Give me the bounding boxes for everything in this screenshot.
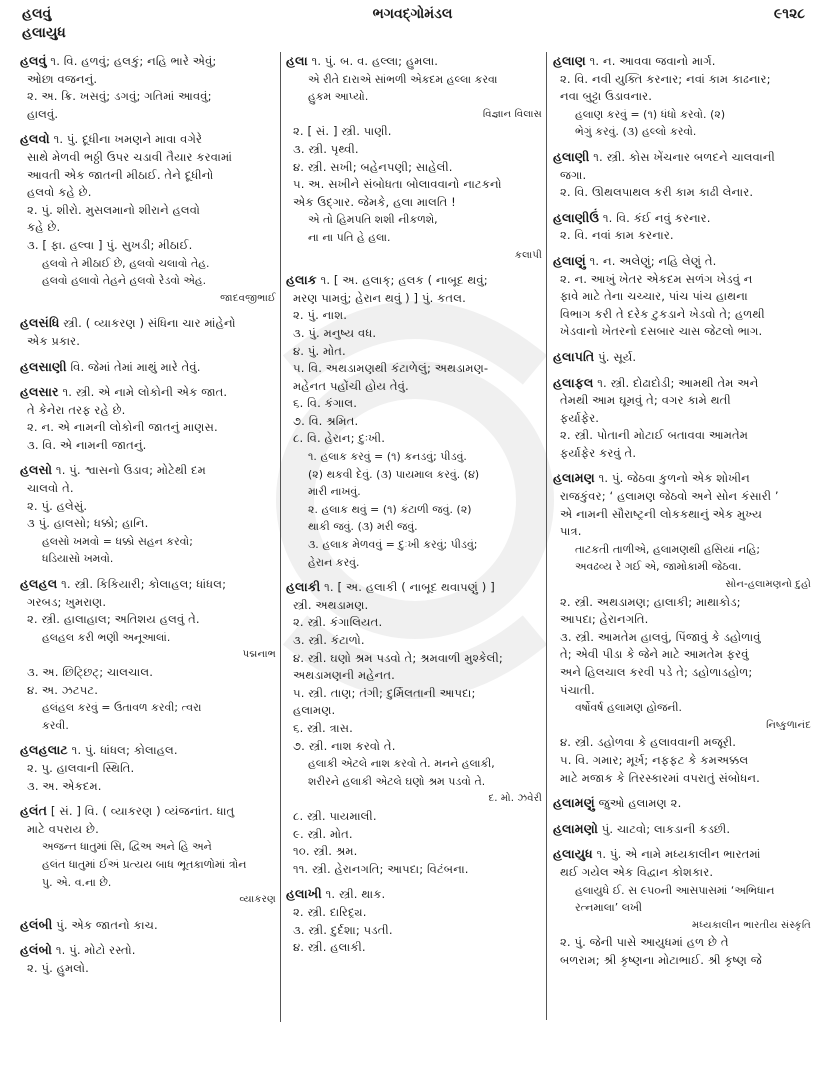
definition-text: સ્ત્રી. ( વ્યાકરણ ) સંધિના ચાર માંહેનો [63,316,236,331]
dictionary-entry [553,794,811,813]
dictionary-entry [20,802,276,909]
entry-sense: ૨. [ સં. ] સ્ત્રી. પાણી. [293,124,392,139]
entry-sense: ૨. પું. હલેસું. [27,498,88,513]
entry-first-line [286,52,542,71]
headword: હલસંધિ [20,315,60,331]
headword: હલાણ [553,53,586,68]
headword: હલાફલ [553,374,594,390]
entry-sense: ૨. વિ. નવાં કામ કરનાર. [560,228,674,243]
entry-sense: ૪. સ્ત્રી. સખી; બહેનપણી; સાહેલી. [293,159,453,174]
entry-sense: ૩. સ્ત્રી. પૃથ્વી. [293,141,359,156]
page-number: ૯૧૨૮ [773,6,805,22]
citation-source: દ. મો. ઝવેરી [488,793,542,805]
headword: હલવું [20,53,47,68]
definition-text: ૧. પું. મોટો રસ્તો. [55,943,136,958]
dictionary-entry [553,52,811,141]
entry-sense: ૯. સ્ત્રી. મોત. [293,826,353,841]
entry-sense: ફર્યાફેર. [560,410,600,425]
dictionary-entry [20,941,276,977]
entry-sense: ૩. વિ. એ નામની જાતનું. [27,437,147,452]
dictionary-title: ભગવદ્ગોમંડલ [372,6,453,22]
dictionary-entry [286,52,542,264]
example-quote: વર્ષોવર્ષ હલામણ હોજની. [575,701,683,715]
column-2 [286,52,542,964]
entry-first-line [553,348,811,367]
entry-sense: જગા. [560,167,587,182]
entry-sense: પાત્ર. [560,524,582,539]
entry-first-line [553,374,811,393]
entry-sense: મરણ પામવું; હેરાન થવું ) ] પું. કતલ. [293,290,466,305]
entry-first-line [20,383,276,402]
entry-sense: ૨. પું. શીરો. મુસલમાનો શીરાને હલવો [27,202,201,217]
entry-first-line [553,820,811,839]
example-quote: હલંત ધાતુમાં ઈઅં પ્રત્યય બાધ ભૂતકાળોમાં ત્રોન [42,857,247,871]
entry-sense: ચાલવો તે. [27,481,74,496]
entry-sense: હલામણ. [293,703,336,718]
dictionary-entry [553,820,811,839]
entry-sense: ૩. સ્ત્રી. કંટાળો. [293,633,365,647]
entry-sense: હલવો કહે છે. [27,185,92,200]
entry-sense: ૫. વિ. ગમાર; મૂર્ખ; નફફટ કે કમઅક્કલ [560,752,749,767]
definition-text: ૧. સ્ત્રી. થાક. [325,887,386,902]
definition-text: ૧. સ્ત્રી. કિકિયારી; કોલાહલ; ધાંધલ; [61,577,227,592]
entry-first-line [20,314,276,333]
entry-first-line [20,802,276,821]
headword: હલંબો [20,942,53,958]
entry-sense: ૧૧. સ્ત્રી. હેરાનગતિ; આપદા; વિટંબના. [293,861,469,876]
definition-text: પું. ચાટવો; લાકડાની કડછી. [601,821,731,836]
headword: હલહલ [20,576,58,592]
definition-text: પું. સૂર્ય. [598,349,637,364]
entry-sense: ૭. સ્ત્રી. નાશ કરવો તે. [293,738,396,753]
entry-sense: એક ઉદ્ગાર. જેમકે, હલા માલતિ ! [293,194,456,209]
entry-sense: ૮. સ્ત્રી. પાયમાલી. [293,808,377,823]
example-quote: હલવો તે મીઠાઈ છે, હલવો ચલાવો તેહ. [42,256,210,270]
entry-first-line [553,209,811,228]
entry-sense: માટે વપરાય છે. [27,821,99,836]
dictionary-entry [20,383,276,454]
definition-text: જુઓ હલામણ ૨. [598,796,682,811]
example-quote: હલાયુધે ઈ. સ ૯૫૦ની આસપાસમાં ‘અભિધાન [575,883,775,897]
entry-sense: ઓછા વજનનું. [27,71,98,86]
headword: હલાક [286,272,317,288]
guide-word-last: હલાયુધ [22,25,66,41]
example-quote: રત્નમાલા’ લખી [575,901,643,915]
example-quote: ધડિયાસો ખમવો. [42,552,114,566]
entry-sense: ૬. વિ. કંગાલ. [293,396,358,411]
entry-sense: નવા બુટ્ટા ઉડાવનાર. [560,89,653,104]
example-quote: પુ. એ. વ.ના છે. [42,875,112,889]
definition-text: ૧. પું. બ. વ. હલ્લા; હુમલા. [311,54,439,68]
definition-text: ૧. પું. ધાંધલ; કોલાહલ. [71,743,178,758]
entry-sense: સ્ત્રી. અથડામણ. [293,597,369,612]
dictionary-entry [20,916,276,935]
entry-first-line [553,794,811,813]
entry-sense: ૮. વિ. હેરાન; દુઃખી. [293,431,386,446]
entry-sense: થઈ ગયેલ એક વિદ્વાન કોશકાર. [560,864,714,879]
entry-sense: તે; એવી પીડા કે જેને માટે આમતેમ ફરવું [560,647,749,662]
dictionary-entry [553,469,811,787]
dictionary-entry [553,845,811,969]
entry-sense: ૩. સ્ત્રી. આમતેમ હાલવું, પિંજાવું કે ડહોળાવું [560,629,761,644]
example-quote: અવઢવ્ય રે ગઈ એ, જામોકામી જેઠવા. [575,560,742,574]
guide-word-first: હલવું [22,6,52,22]
entry-first-line [20,358,276,377]
headword: હલાણીઉં [553,209,600,225]
citation-source: કલાપી [514,249,542,261]
definition-text: પું. એક જાતનો કાચ. [56,917,158,932]
citation-source: જાદવજીભાઈ [220,292,276,304]
entry-sense: ૨. સ્ત્રી. પોતાની મોટાઈ બતાવવા આમતેમ [560,428,749,443]
entry-sense: ફર્યાફેર કરવું તે. [560,445,637,460]
entry-first-line [20,575,276,594]
entry-sense: ૨. પુ. હાલવાની સ્થિતિ. [27,760,135,775]
entry-sense: ૫. વિ. અથડામણથી કંટાળેલું; અથડામણ- [293,361,489,376]
entry-first-line [286,578,542,597]
dictionary-entry [286,578,542,878]
dictionary-entry [20,130,276,307]
page-header [0,0,825,50]
headword: હલસાણી [20,358,67,374]
dictionary-entry [553,374,811,463]
entry-sense: ૨. સ્ત્રી. અથડામણ; હાલાકી; માથાકોડ; [560,594,741,609]
definition-text: ૧. વિ. હળવું; હલકું; નહિ ભારે એવું; [50,54,217,68]
definition-text: ૧. પું. એ નામે મધ્યકાલીન ભારતમાં [596,847,761,862]
entry-sense: ૩. [ ફા. હલ્વા ] પું. સુખડી; મીઠાઈ. [27,237,193,252]
entry-sense: ૧૦. સ્ત્રી. શ્રમ. [293,844,358,859]
entry-sense: પંચાતી. [560,682,595,697]
example-quote: હેરાન કરવું. [308,555,360,569]
entry-first-line [20,52,276,71]
entry-first-line [20,461,276,480]
entry-sense: ૩. સ્ત્રી. દુર્દશા; પડતી. [293,922,393,937]
headword: હલાખી [286,886,322,902]
entry-sense: આવતી એક જાતની મીઠાઈ. તેને દૂધીનો [27,167,214,182]
entry-sense: ૨. પું. હુમલો. [27,960,89,975]
entry-sense: ગરબડ; ખુમરાણ. [27,594,107,609]
example-quote: હલસો ખમવો = ધક્કો સહન કરવો; [42,534,193,548]
entry-sense: કહે છે. [27,220,61,235]
entry-sense: ૩ પું. હાલસો; ધક્કો; હાનિ. [27,516,149,531]
entry-first-line [20,941,276,960]
example-quote: ભેગું કરવું. (૩) હલ્લો કરવો. [575,125,697,139]
entry-sense: ૨. સ્ત્રી. હાલાહાલ; અતિશય હલવું તે. [27,612,200,627]
headword: હલામણો [553,820,598,836]
dictionary-entry [286,271,542,571]
entry-sense: હાલવું. [27,106,59,121]
example-quote: તાટકતી તાળીએ, હલામણથી હસિયાં નહિ; [575,542,761,556]
definition-text: ૧. પું. શ્વાસનો ઉડાવ; મોટેથી દમ [55,463,206,478]
entry-sense: ૨. ન. આખું ખેતર એકદમ સળંગ ખેડવું ન [560,271,753,286]
example-quote: થાકી જવું. (૩) મરી જવું. [308,520,418,534]
headword: હલાણું [553,252,586,268]
entry-sense: ૪. સ્ત્રી. ડહોળવા કે હલાવવાની મજૂરી. [560,735,737,750]
entry-sense: ૩. પું. મનુષ્ય વધ. [293,325,377,340]
entry-sense: ૨. વિ. નવી યુક્તિ કરનાર; નવાં કામ કાઢનાર; [560,71,771,86]
definition-text: ૧. સ્ત્રી. એ નામે લોકોની એક જાત. [62,385,228,400]
entry-first-line [20,916,276,935]
citation-source: મધ્યકાલીન ભારતીય સંસ્કૃતિ [691,919,811,931]
entry-first-line [286,885,542,904]
example-quote: કરવી. [42,718,69,732]
citation-source: વિજ્ઞાન વિલાસ [482,108,542,120]
dictionary-entry [553,148,811,202]
column-divider [280,52,281,1022]
definition-text: [ સં. ] વિ. ( વ્યાકરણ ) વ્યંજનાંત. ધાતુ [50,804,235,819]
column-1 [20,52,276,985]
entry-sense: આપદા; હેરાનગતિ. [560,612,649,627]
citation-source: પદ્મનાભ [242,649,276,661]
entry-sense: સાથે મેળવી ભઠ્ઠી ઉપર ચડાવી તૈયાર કરવામાં [27,149,233,164]
example-quote: અજન્ત ધાતુમાં સિ, દ્વિઅ અને હિ અને [42,840,212,854]
entry-sense: ૪. સ્ત્રી. ઘણો શ્રમ પડવો તે; શ્રમવાળી મુશ્કેલી; [293,650,503,665]
headword: હલસો [20,462,53,478]
entry-sense: ૨. અ. ક્રિ. ખસવું; ડગવું; ગતિમાં આવવું; [27,89,212,104]
headword: હલા [286,53,308,68]
entry-sense: ૨. સ્ત્રી. કંગાલિયત. [293,615,383,630]
example-quote: હલાણ કરવું = (૧) ધંધો કરવો. (૨) [575,107,726,121]
example-quote: હલહલ કરી ભણી અનૂઆલાં. [42,630,171,644]
entry-sense: માટે મજાક કે તિરસ્કારમાં વપરાતું સંબોધન. [560,770,760,785]
definition-text: વિ. જેમાં તેમાં માથું મારે તેવું. [70,359,201,374]
definition-text: ૧. સ્ત્રી. દોઢાદોડી; આમથી તેમ અને [597,375,759,390]
entry-sense: ૭. વિ. શ્રમિત. [293,413,359,428]
headword: હલંત [20,803,48,819]
example-quote: હલાકી એટલે નાશ કરવો તે. મનને હલાકી, [308,757,495,771]
example-quote: ૩. હલાક મેળવવું = દુઃખી કરવું; પીડવું; [308,538,478,552]
headword: હલાકી [286,579,321,595]
entry-sense: એક પ્રકાર. [27,333,81,348]
entry-sense: અને હિલચાલ કરવી પડે તે; ડહોળાડહોળ; [560,665,753,679]
entry-sense: ૬. સ્ત્રી. ત્રાસ. [293,720,353,735]
entry-first-line [553,845,811,864]
dictionary-entry [20,575,276,734]
definition-text: ૧. સ્ત્રી. કોસ ખેંચનાર બળદને ચાલવાની [593,149,775,164]
entry-first-line [553,52,811,71]
example-quote: હલવો હલાવો તેહને હલવો રેડવો એહ. [42,274,207,288]
headword: હલાણી [553,148,590,164]
headword: હલસાર [20,384,59,400]
column-3 [553,52,811,977]
definition-text: ૧. [ અ. હલાકી ( નાબૂદ થવાપણું ) ] [324,580,495,595]
definition-text: ૧. ન. આવવા જવાનો માર્ગ. [589,54,716,68]
entry-sense: ૨. પું. નાશ. [293,308,348,323]
entry-sense: એ નામની સૌરાષ્ટ્રની લોકકથાનું એક મુખ્ય [560,506,763,521]
example-quote: ના ના પતિ હે હલા. [308,230,391,244]
entry-sense: ૩. અ. એકદમ. [27,778,102,793]
definition-text: ૧. પું. દૂધીના ખમણને માવા વગેરે [53,132,203,147]
dictionary-entry [286,885,542,956]
entry-first-line [20,741,276,760]
entry-sense: તે કેનેરા તરફ રહે છે. [27,402,126,417]
example-quote: મારી નાખવું. [308,485,361,499]
citation-source: સોન-હલામણનો દુહો [725,579,811,591]
headword: હલવો [20,131,50,147]
entry-first-line [553,148,811,167]
dictionary-entry [553,209,811,245]
entry-sense: વિભાગ કરી તે દરેક ટુકડાને ખેડવો તે; હળથી [560,306,765,321]
entry-sense: ખેડવાનો ખેતરનો દસબાર ચાસ જેટલો ભાગ. [560,324,763,339]
entry-sense: રાજકુંવર; ‘ હલામણ જેઠવો અને સોન કંસારી ’ [560,489,779,504]
entry-first-line [20,130,276,149]
entry-first-line [286,271,542,290]
entry-sense: ૨. ન. એ નામની લોકોની જાતનું માણસ. [27,420,218,435]
definition-text: ૧. પું. જેઠવા કુળનો એક શોખીન [598,471,750,486]
example-quote: હલંહલ કરવું = ઉતાવળ કરવી; ત્વરા [42,701,202,715]
dictionary-entry [20,314,276,350]
example-quote: હુકમ આપ્યો. [308,90,369,104]
definition-text: ૧. ન. અલેણું; નહિ લેણું તે. [589,253,717,268]
dictionary-entry [553,348,811,367]
entry-sense: ૪. સ્ત્રી. હલાકી. [293,940,366,955]
entry-sense: ૩. અ. છિટ્છિટ્; ચાલચાલ. [27,665,153,679]
dictionary-entry [20,52,276,123]
dictionary-entry [20,358,276,377]
entry-sense: બળરામ; શ્રી કૃષ્ણના મોટાભાઈ. શ્રી કૃષ્ણ જે [560,952,762,967]
entry-first-line [553,469,811,488]
entry-first-line [553,252,811,271]
entry-sense: ૫. સ્ત્રી. તાણ; તંગી; દુર્મિલતાની આપદા; [293,685,476,700]
example-quote: શરીરને હલાકી એટલે ઘણો શ્રમ પડવો તે. [308,774,486,788]
entry-sense: ૫. અ. સખીને સંબોધતા બોલાવવાનો નાટકનો [293,177,502,192]
example-quote: ૧. હલાક કરવું = (૧) કનડવું; પીડવું. [308,450,467,464]
column-divider [546,52,547,1020]
headword: હલાપતિ [553,348,595,364]
entry-sense: ફાવે માટે તેના ચચ્ચાર, પાંચ પાંચ હાથના [560,289,748,304]
dictionary-entry [20,741,276,795]
citation-source: વ્યાકરણ [239,894,276,906]
entry-sense: ૪. પું. મોત. [293,343,346,358]
dictionary-entry [553,252,811,341]
definition-text: ૧. વિ. કંઈ નવું કરનાર. [602,210,711,225]
headword: હલામણ [553,470,595,486]
citation-source: નિષ્કુળાનંદ [766,719,811,731]
example-quote: ૨. હલાક થવું = (૧) કંટાળી જવું. (૨) [308,502,472,516]
entry-sense: ૨. પું. જેની પાસે આયુધમાં હળ છે તે [560,935,729,950]
entry-sense: ૪. અ. ઝટપટ. [27,682,99,697]
entry-sense: મહેનત પહોંચી હોય તેવું. [293,378,409,393]
example-quote: એ તો હિમપતિ શશી નીકળશે, [308,213,438,227]
entry-sense: ૨. વિ. ઊથલપાથલ કરી કામ કાઢી લેનાર. [560,185,754,200]
headword: હલાયુધ [553,846,593,862]
dictionary-entry [20,461,276,568]
headword: હલામણું [553,795,595,811]
headword: હલહલાટ [20,742,68,758]
entry-sense: તેમથી આમ ઘૂમવું તે; વગર કામે થતી [560,393,731,408]
headword: હલંબી [20,916,53,932]
definition-text: ૧. [ અ. હલાક્; હલક ( નાબૂદ થવું; [320,273,488,288]
entry-sense: અથડામણની મહેનત. [293,668,395,683]
entry-sense: ૨. સ્ત્રી. દારિદ્ર્ય. [293,904,367,919]
example-quote: (૨) થકવી દેવું. (૩) પાયમાલ કરવું. (૪) [308,467,480,481]
example-quote: એ રીતે દારાએ સાંભળી એકદમ હલ્લા કરવા [308,72,498,86]
